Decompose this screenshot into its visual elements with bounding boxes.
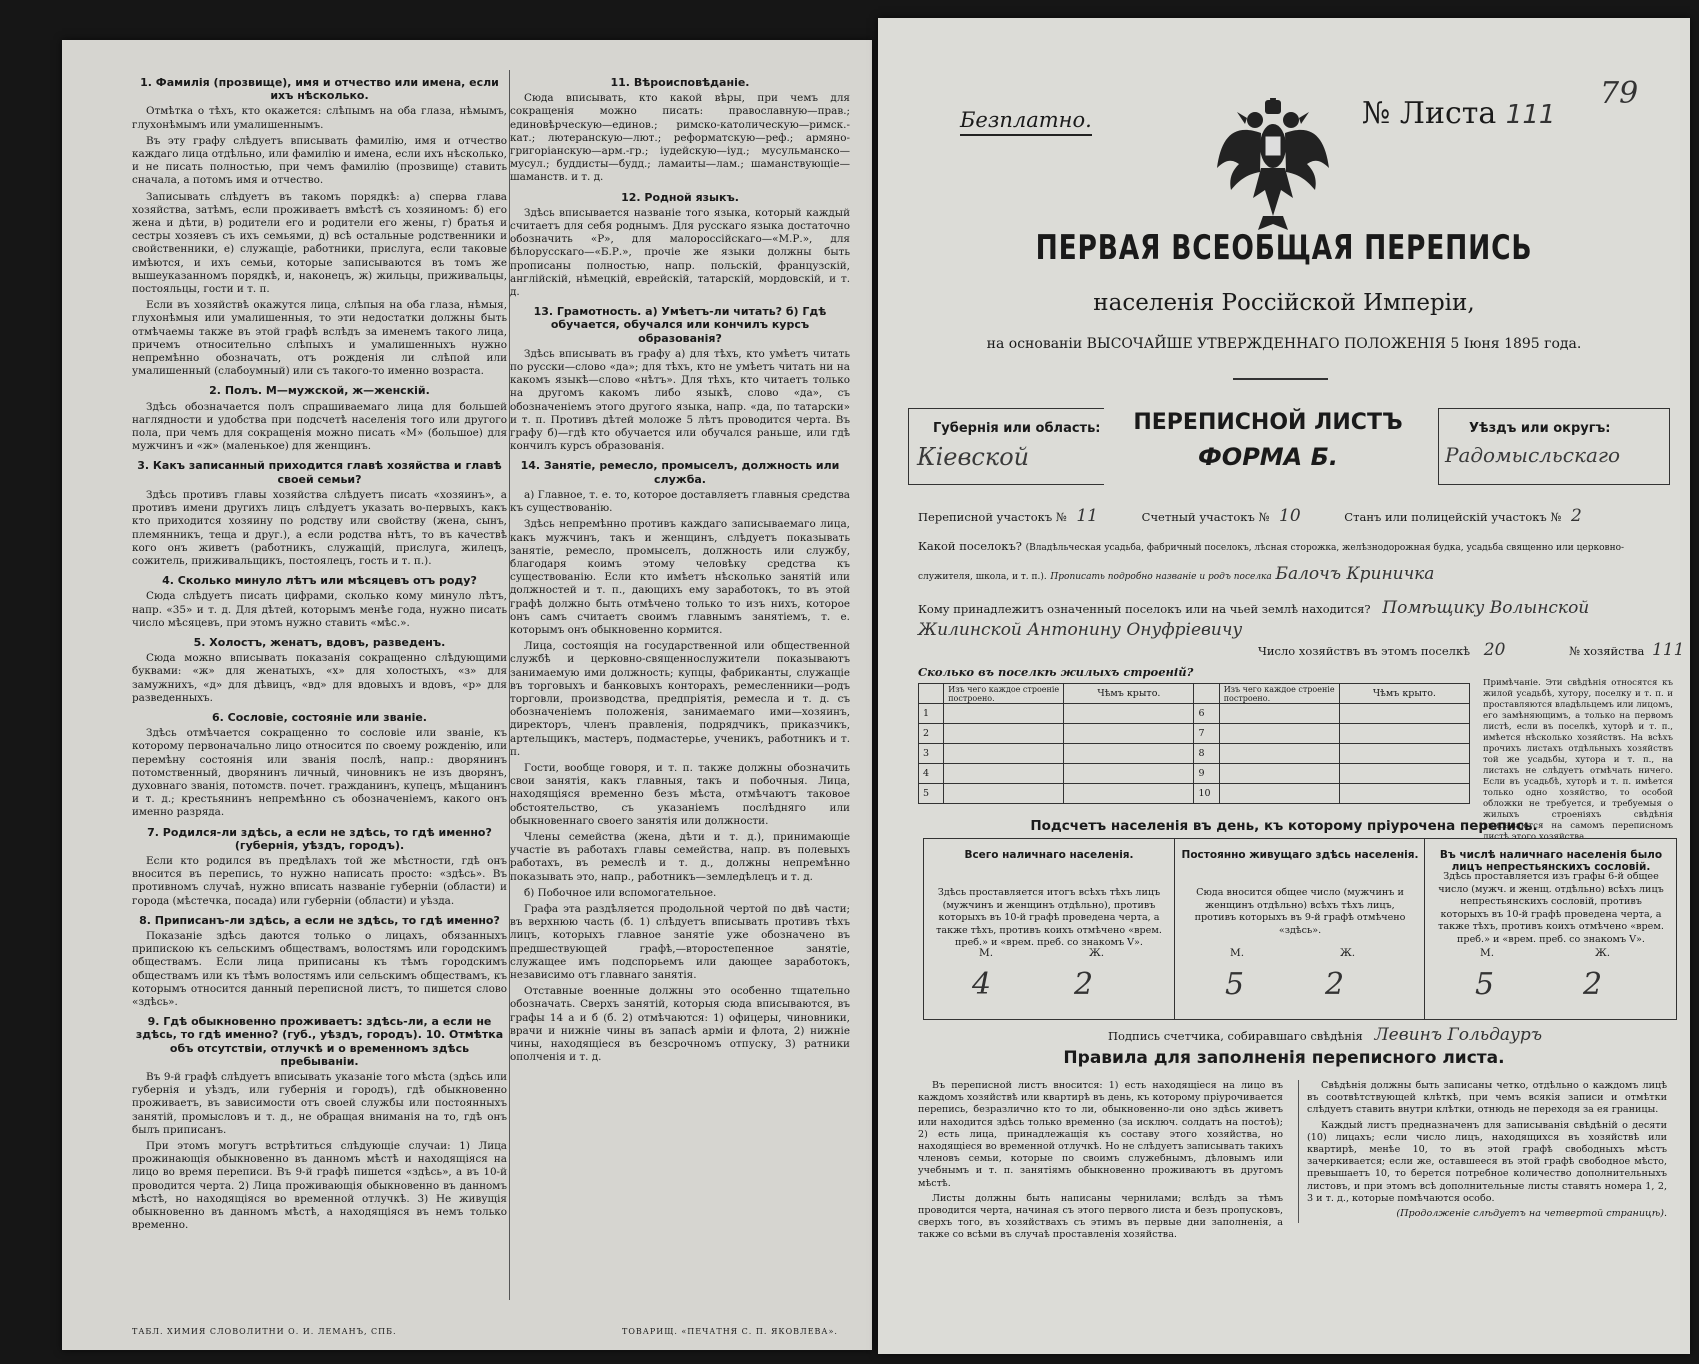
section-title: 2. Полъ. М—мужской, ж—женскій. [209,384,430,398]
sheet-number [1362,96,1555,131]
table-row [919,744,1470,764]
instruction-paragraph: Если кто родился въ предѣлахъ той же мѣстности, гдѣ онъ вносится въ перепись, то нужно написать просто: «здѣсь». Въ противномъ случаѣ, нужно вписать названіе губерніи (области) и города (мѣстечка, посада) или губерніи (области) и уѣзда. [132,854,507,907]
buildings-table [918,683,1470,804]
population-count-table [923,838,1677,1020]
buildings-question: Сколько въ поселкѣ жилыхъ строеній? [918,665,1194,679]
female-count: 2 [1583,967,1603,1002]
section-title: 12. Родной языкъ. [621,190,739,204]
form-title: ПЕРЕПИСНОЙ ЛИСТЪ [1133,410,1403,435]
row-number: 4 [919,764,944,784]
instruction-paragraph: Члены семейства (жена, дѣти и т. д.), принимающіе участіе въ работахъ главы семейства, напр. въ полевыхъ работахъ, въ ремеслѣ и т. д., должны непремѣнно показывать это, напр., работникъ—земледѣлецъ и т. д. [510,830,850,883]
instruction-paragraph: При этомъ могутъ встрѣтиться слѣдующіе случаи: 1) Лица прожинающія обыкновенно въ данномъ мѣстѣ и находящіяся на лицо во время переписи. Въ 9-й графѣ пишется «здѣсь», а въ 10-й проводится черта. 2) Лица проживающія обыкновенно въ данномъ мѣстѣ, но находящіяся во временной отлучкѣ. 3) Не живущія обыкновенно въ данномъ мѣстѣ, а находящіяся въ немъ только временно. [132,1140,507,1232]
count-section-label: Счетный участокъ № [1141,510,1270,524]
male-label: М. [979,947,994,959]
row-number: 10 [1194,784,1219,804]
settlement-line [918,533,1668,590]
table-row [919,724,1470,744]
male-count: 5 [1225,967,1245,1002]
male-label: М. [1230,947,1245,959]
instruction-paragraph: Сюда слѣдуетъ писать цифрами, сколько кому минуло лѣтъ, напр. «35» и т. д. Для дѣтей, которымъ менѣе года, нужно писать число мѣсяцевъ, при этомъ нужно ставить «мѣс.». [132,590,507,629]
instruction-paragraph: Сюда вписывать, кто какой вѣры, при чемъ для сокращенія можно писать: православную—прав.; единовѣрческую—единов.; римско-католическую—римск.-кат.; лютеранскую—лют.; реформатскую—реф.; армяно-григоріанскую—арм.-гр.; іудейскую—іуд.; мусульманско—мусул.; буддисты—будд.; ламаиты—лам.; шаманствующіе—шаманств. и т. д. [510,92,850,184]
buildings-header-material-2: Изъ чего каждое строеніе построено. [1219,684,1339,704]
buildings-header-roof-2: Чѣмъ крыто. [1339,684,1469,704]
buildings-header-roof: Чѣмъ крыто. [1064,684,1194,704]
owner-value-2: Жилинской Антонину Онуфріевичу [918,620,1243,640]
section-title: 14. Занятіе, ремесло, промыселъ, должность или служба. [520,459,840,486]
male-count: 5 [1475,967,1495,1002]
instruction-paragraph: Отставные военные должны это особенно тщательно обозначать. Сверхъ занятій, которыя сюда вписываются, въ графы 14 а и б (б. 2) отмѣчаются: 1) офицеры, чиновники, врачи и нижніе чины въ запасѣ арміи и флота, 2) нижніе чины, находящіеся въ безсрочномъ отпуску, 3) ратники ополченія и т. д. [510,985,850,1064]
instruction-paragraph: Графа эта раздѣляется продольной чертой по двѣ части; въ верхнюю часть (б. 1) слѣдуетъ вписывать противъ тѣхъ лицъ, которыхъ главное занятіе уже обозначено въ предшествующей графѣ,—второстепенное занятіе, служащее имъ подспорьемъ или дающее заработокъ, независимо отъ главнаго занятія. [510,902,850,981]
governorate-value: Кіевской [917,443,1030,471]
rules-title: Правила для заполненія переписного листа. [1063,1048,1505,1068]
district-value: Радомысльскаго [1445,443,1621,467]
section-title: 6. Сословіе, состояніе или званіе. [212,710,427,724]
instruction-paragraph: Записывать слѣдуетъ въ такомъ порядкѣ: а) сперва глава хозяйства, затѣмъ, если проживаетъ вмѣстѣ съ хозяиномъ: б) его жена и дѣти, в) родители его и родители его жены, г) братья и сестры хозяевъ съ ихъ семьями, д) всѣ остальные родственники и свойственники, е) служащіе, работники, прислуга, если таковые имѣются, и ихъ семьи, которые записываются въ томъ же вышеуказанномъ порядкѣ, и, наконецъ, ж) жильцы, приживальцы, постояльцы, гости и т. п. [132,190,507,296]
female-label: Ж. [1340,947,1356,959]
table-row [919,764,1470,784]
document-subtitle-basis: на основаніи ВЫСОЧАЙШЕ УТВЕРЖДЕННАГО ПОЛОЖЕНІЯ 5 Іюня 1895 года. [986,336,1582,352]
owner-question: Кому принадлежитъ означенный поселокъ или на чьей землѣ находится? [918,602,1371,616]
row-number: 1 [919,704,944,724]
district-label: Уѣздъ или округъ: [1469,421,1611,436]
row-number: 3 [919,744,944,764]
household-number-label: № хозяйства [1569,644,1645,658]
instruction-paragraph: Отмѣтка о тѣхъ, кто окажется: слѣпымъ на оба глаза, нѣмымъ, глухонѣмымъ или умалишеннымъ. [132,105,507,131]
instruction-paragraph: Здѣсь противъ главы хозяйства слѣдуетъ писать «хозяинъ», а противъ имени другихъ лицъ слѣдуетъ указать во-первыхъ, какъ кто приходится хозяину по родству или свойству (жена, сынъ, племянникъ, теща и друг.), а если родства нѣтъ, то въ качествѣ кого онъ живетъ (работникъ, служащій, прислуга, жилецъ, сожитель, приживальщикъ, постоялецъ, гость и т. п.). [132,488,507,567]
printer-note-left: ТАБЛ. ХИМИЯ СЛОВОЛИТНИ О. И. ЛЕМАНЪ, СПБ. [132,1327,397,1336]
section-title: 8. Приписанъ-ли здѣсь, а если не здѣсь, то гдѣ именно? [139,913,500,927]
count-col-head: Всего наличнаго населенія. [964,849,1134,861]
governorate-box [908,408,1104,485]
rules-paragraph: Каждый листъ предназначенъ для записыванія свѣдѣній о десяти (10) лицахъ; если число лицъ, находящихся въ хозяйствѣ или квартирѣ, менѣе 10, то въ этой графѣ свободныхъ мѣстъ зачеркивается; если же, оставшееся въ этой графѣ свободное мѣсто, превышаетъ 10, то берется потребное количество дополнительныхъ листовъ, и при этомъ всѣ дополнительные листы ставятъ номера 1, 2, 3 и т. д., которые помѣчаются особо. [1307,1119,1667,1204]
district-box [1438,408,1670,485]
male-count: 4 [972,967,992,1002]
printer-note-right: ТОВАРИЩ. «ПЕЧАТНЯ С. П. ЯКОВЛЕВА». [622,1327,838,1336]
row-number: 7 [1194,724,1219,744]
document-subtitle: населенія Россійской Имперіи, [1093,290,1475,316]
instruction-paragraph: Здѣсь отмѣчается сокращенно то сословіе или званіе, къ которому первоначально лицо относится по своему рожденію, или перемѣну состоянія или званія послѣ, напр.: дворянинъ потомственный, дворянинъ личный, чиновникъ не изъ дворянъ, духовнаго званія, потомств. почет. гражданинъ, купецъ, мѣщанинъ и т. д.; крестьянинъ непремѣнно съ обозначеніемъ, какого онъ именно разряда. [132,727,507,819]
female-count: 2 [1325,967,1345,1002]
count-col-non-peasant [1424,839,1677,1019]
section-title: 4. Сколько минуло лѣтъ или мѣсяцевъ отъ роду? [162,574,477,588]
household-number-value: 111 [1651,640,1685,660]
signature-label: Подпись счетчика, собиравшаго свѣдѣнія [1108,1029,1363,1043]
instruction-paragraph: а) Главное, т. е. то, которое доставляетъ главныя средства къ существованію. [510,488,850,515]
form-title-block [1103,410,1433,471]
count-col-resident [1174,839,1425,1019]
instructions-column-left [132,70,507,1235]
row-number: 6 [1194,704,1219,724]
free-label: Безплатно. [960,108,1092,136]
buildings-note: Примѣчаніе. Эти свѣдѣнія относятся къ жилой усадьбѣ, хутору, поселку и т. п. и проставляются владѣльцемъ или лицомъ, его замѣняющимъ, а только на первомъ листѣ, если въ поселкѣ, хуторѣ и т. п., имѣется нѣсколько хозяйствъ. На всѣхъ прочихъ листахъ отдѣльныхъ хозяйствъ той же усадьбы, хутора и т. п., на листахъ не слѣдуетъ отмѣчать ничего. Если въ усадьбѣ, хуторѣ и т. п. имѣется только одно хозяйство, то особой обложки не требуется, и требуемыя о жилыхъ строеніяхъ свѣдѣнія вписываются на самомъ переписномъ листѣ этого хозяйства. [1483,678,1673,842]
buildings-header-material: Изъ чего каждое строеніе построено. [944,684,1064,704]
section-title: 3. Какъ записанный приходится главѣ хозяйства и главѣ своей семьи? [137,459,502,486]
count-section-value: 10 [1279,506,1301,526]
female-count: 2 [1074,967,1094,1002]
instruction-paragraph: Гости, вообще говоря, и т. п. также должны обозначить свои занятія, какъ главныя, такъ и побочныя. Лица, находящіяся временно безъ мѣста, отмѣчаютъ таковое обстоятельство, съ указаніемъ послѣдняго или обыкновеннаго своего занятія или должности. [510,761,850,827]
form-name: ФОРМА Б. [1197,443,1338,471]
instruction-paragraph: Показаніе здѣсь даются только о лицахъ, обязанныхъ припискою къ сельскимъ обществамъ, волостямъ или городскимъ обществамъ. Если лица приписаны къ тѣмъ городскимъ обществамъ или къ тѣмъ волостямъ или сельскимъ обществамъ, къ которымъ относится данный переписной листъ, то пишется слово «здѣсь». [132,929,507,1008]
settlement-value: Балочъ Криничка [1275,564,1435,584]
instruction-paragraph: Сюда можно вписывать показанія сокращенно слѣдующими буквами: «ж» для женатыхъ, «х» для холостыхъ, «з» для замужнихъ, «д» для дѣвицъ, «вд» для вдовыхъ и вдовъ, «р» для разведенныхъ. [132,652,507,704]
population-count-title: Подсчетъ населенія въ день, къ которому пріурочена перепись. [1030,818,1538,834]
rules-paragraph: Свѣдѣнія должны быть записаны четко, отдѣльно о каждомъ лицѣ въ соотвѣтствующей клѣткѣ, при чемъ всякія записи и отмѣтки слѣдуетъ ставить внутри клѣтки, отнюдь не переходя за ея границы. [1307,1080,1667,1116]
settlement-hint: (Владѣльческая усадьба, фабричный поселокъ, лѣсная сторожка, желѣзнодорожная будка, усадьба священно или церковно-служителя, школа, и т. п.). [918,543,1625,582]
table-row [919,704,1470,724]
instruction-paragraph: б) Побочное или вспомогательное. [524,886,717,899]
female-label: Ж. [1595,947,1611,959]
double-headed-eagle-icon [1213,98,1333,233]
instruction-paragraph: Здѣсь непремѣнно противъ каждаго записываемаго лица, какъ мужчинъ, такъ и женщинъ, слѣдуетъ показывать занятіе, ремесло, промыселъ, должность или службу, благодаря коимъ этому человѣку средства къ существованію. Если кто имѣетъ нѣсколько занятій или должностей и т. п., дающихъ ему заработокъ, то въ этой графѣ должно быть отмѣчено только то изъ нихъ, которое онъ самъ считаетъ своимъ главнымъ занятіемъ, т. е. которымъ онъ обыкновенно кормится. [510,518,850,636]
count-col-text: Сюда вносится общее число (мужчинъ и женщинъ отдѣльно) всѣхъ тѣхъ лицъ, противъ которыхъ въ 9-й графѣ отмѣчено «здѣсь». [1194,887,1406,936]
rules-column-right [1298,1080,1667,1223]
row-number: 2 [919,724,944,744]
settlement-hint-2: Прописать подробно названіе и родъ поселка [1050,572,1272,582]
households-label: Число хозяйствъ въ этомъ поселкѣ [1258,644,1471,658]
section-title: 11. Вѣроисповѣданіе. [610,76,750,89]
sheet-number-label: № Листа [1362,96,1497,131]
households-line [1258,640,1684,660]
instruction-paragraph: Здѣсь вписывается названіе того языка, который каждый считаетъ для себя роднымъ. Для русскаго языка достаточно обозначить «Р», для малороссійскаго—«М.Р.», для бѣлорусскаго—«Б.Р.», прочіе же языки должны быть прописаны полностью, напр. польскій, французскій, англійскій, нѣмецкій, еврейскій, татарскій, мордовскій, и т. д. [510,206,850,299]
instruction-paragraph: Въ 9-й графѣ слѣдуетъ вписывать указаніе того мѣста (здѣсь или губернія и уѣздъ, или губернія и городъ), гдѣ обыкновенно проживаетъ, въ зависимости отъ своей службы или постоянныхъ занятій, промысловъ и т. д., не обращая вниманія на то, гдѣ онъ былъ приписанъ. [132,1071,507,1136]
right-page [878,18,1690,1354]
instruction-paragraph: Если въ хозяйствѣ окажутся лица, слѣпыя на оба глаза, нѣмыя, глухонѣмыя или умалишенныя, то эти недостатки должны быть отмѣчаемы также въ этой графѣ вслѣдъ за именемъ такого лица, причемъ относительно слѣпыхъ и умалишенныхъ нужно непремѣнно обозначать, отъ рожденія ли слѣпой или умалишенный (слабоумный) или съ такого-то именно возраста. [132,299,507,378]
owner-line [918,598,1589,618]
census-section-label: Переписной участокъ № [918,510,1067,524]
sheet-number-value: 111 [1505,100,1556,130]
instructions-column-right [510,70,850,1067]
owner-value-1: Помѣщику Волынской [1382,598,1590,618]
owner-line-2 [918,620,1242,640]
settlement-question: Какой поселокъ? [918,539,1022,553]
rules-paragraph: Въ переписной листъ вносится: 1) есть находящіеся на лицо въ каждомъ хозяйствѣ или квартирѣ въ день, къ которому пріурочивается перепись, безразлично кто то ли, обыкновенно-ли оно здѣсь живетъ или находится здѣсь только временно (за исключ. солдатъ на постоѣ); 2) есть лица, принадлежащія къ составу этого хозяйства, но находящіеся во временной отлучкѣ. Но не слѣдуетъ записывать такихъ членовъ семьи, которые по своимъ служебнымъ, дѣловымъ или учебнымъ и т. п. занятіямъ обыкновенно проживаютъ въ другомъ мѣстѣ. [918,1080,1283,1189]
households-value: 20 [1483,640,1506,660]
instruction-paragraph: Здѣсь обозначается полъ спрашиваемаго лица для большей наглядности и удобства при подсчетѣ населенія того или другого пола, при чемъ для сокращенія можно писать «М» (большое) для мужчинъ и «ж» (маленькое) для женщинъ. [132,400,507,453]
row-number: 9 [1194,764,1219,784]
count-col-text: Здѣсь проставляется изъ графы 6-й общее число (мужч. и женщ. отдѣльно) всѣхъ лицъ непрестьянскихъ сословій, противъ которыхъ въ 10-й графѣ проведена черта, а также тѣхъ, противъ коихъ отмѣчено «врем. преб.» и «врем. преб. со знакомъ V». [1438,871,1664,945]
section-title: 1. Фамилія (прозвище), имя и отчество или имена, если ихъ нѣсколько. [140,76,499,103]
section-title: 9. Гдѣ обыкновенно проживаетъ: здѣсь-ли, а если не здѣсь, то гдѣ именно? (губ., уѣздъ, городъ). 10. Отмѣтка объ отсутствіи, отлучкѣ и о временномъ здѣсь пребываніи. [135,1015,504,1068]
rules-column-left [918,1080,1283,1245]
governorate-label: Губернія или область: [933,421,1101,436]
signature-value: Левинъ Гольдауръ [1374,1025,1543,1045]
police-section-value: 2 [1570,506,1582,526]
rules-continued-note: (Продолженіе слѣдуетъ на четвертой страницѣ). [1396,1208,1667,1220]
rules-paragraph: Листы должны быть написаны чернилами; вслѣдъ за тѣмъ проводится черта, начиная съ этого первого листа и безъ пропусковъ, сверхъ того, въ хозяйствахъ съ этимъ въ первые дни заполненія, а также со всѣми въ случаѣ проставленія хозяйства. [918,1192,1283,1241]
count-col-present [924,839,1174,1019]
instruction-paragraph: Въ эту графу слѣдуетъ вписывать фамилію, имя и отчество каждаго лица отдѣльно, или фамилію и имена, если ихъ нѣсколько, и не писать полностью, при чемъ фамилію (прозвище) ставить сначала, а потомъ имя и отчество. [132,134,507,187]
divider [1233,378,1328,380]
census-section-value: 11 [1076,506,1098,526]
row-number: 5 [919,784,944,804]
corner-number: 79 [1600,76,1639,111]
left-page [62,40,872,1350]
count-col-head: Въ числѣ наличнаго населенія было лицъ непрестьянскихъ сословій. [1439,849,1663,873]
signature-line [1108,1025,1542,1045]
row-number: 8 [1194,744,1219,764]
table-row [919,784,1470,804]
police-section-label: Станъ или полицейскій участокъ № [1344,510,1562,524]
male-label: М. [1480,947,1495,959]
document-title: ПЕРВАЯ ВСЕОБЩАЯ ПЕРЕПИСЬ [1035,228,1533,268]
section-title: 13. Грамотность. а) Умѣетъ-ли читать? б) Гдѣ обучается, обучался или кончилъ курсъ образованія? [533,305,827,345]
instruction-paragraph: Лица, состоящія на государственной или общественной службѣ и церковно-священнослужители показываютъ занимаемую ими должность; купцы, фабриканты, служащіе въ торговыхъ и банковыхъ конторахъ, ремесленники—родъ торговли, производства, предпріятія, ремесла и т. д. съ обозначеніемъ положенія, занимаемаго ими—хозяинъ, директоръ, членъ правленія, подрядчикъ, приказчикъ, артельщикъ, мастеръ, подмастерье, ученикъ, работникъ и т. п. [510,640,850,758]
count-col-text: Здѣсь проставляется итогъ всѣхъ тѣхъ лицъ (мужчинъ и женщинъ отдѣльно), противъ которыхъ въ 10-й графѣ проведена черта, а также тѣхъ, противъ коихъ отмѣчено «врем. преб.» и «врем. преб. со знакомъ V». [936,887,1162,948]
section-title: 5. Холостъ, женатъ, вдовъ, разведенъ. [193,635,446,649]
section-title: 7. Родился-ли здѣсь, а если не здѣсь, то гдѣ именно? (губернія, уѣздъ, городъ). [147,825,492,852]
section-numbers-line [918,506,1582,526]
count-col-head: Постоянно живущаго здѣсь населенія. [1181,849,1419,861]
instruction-paragraph: Здѣсь вписывать въ графу а) для тѣхъ, кто умѣетъ читать по русски—слово «да»; для тѣхъ, кто не умѣетъ читать ни на какомъ языкѣ—слово «нѣтъ». Для тѣхъ, кто читаетъ только на другомъ какомъ либо языкѣ, слово «да», съ обозначеніемъ этого другого языка, напр. «да, по татарски» и т. п. Противъ дѣтей моложе 5 лѣтъ проводится черта. Въ графу б)—гдѣ кто обучается или обучался раньше, или гдѣ кончилъ курсъ образованія. [510,347,850,453]
female-label: Ж. [1089,947,1105,959]
